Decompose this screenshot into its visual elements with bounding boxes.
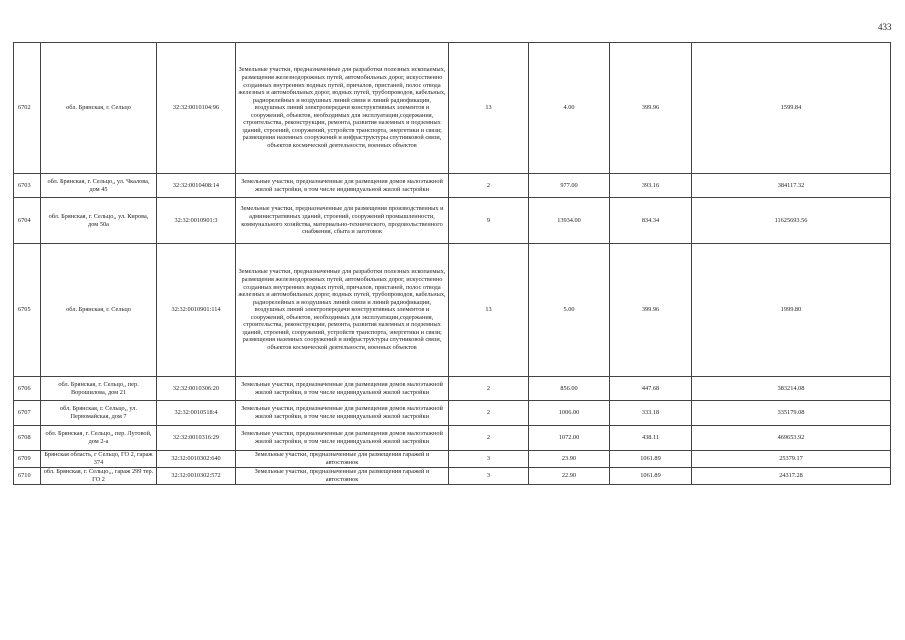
table-row <box>14 426 891 451</box>
row-number: 6708 <box>14 426 41 451</box>
row-land-use: Земельные участки, предназначенные для размещения гаражей и автостоянок <box>236 468 449 485</box>
row-area: 22.90 <box>529 468 610 485</box>
row-rate: 834.34 <box>610 198 692 244</box>
row-land-use: Земельные участки, предназначенные для разработки полезных ископаемых, размещения железнодорожных путей, автомобильных дорог, искусственно созданных внутренних водных путей, причалов, пристаней, полос отвода железных и автомобильных дорог, водных путей, трубопроводов, кабельных, радиорелейных и воздушных линий связи и линий радиофикации, воздушных линий электропередачи конструктивных элементов и сооружений, объектов, необходимых для эксплуатации,содержания, строительства, реконструкции, ремонта, развития наземных и подземных зданий, строений, сооружений, устройств транспорта, энергетики и связи; размещения наземных сооружений и инфраструктуры спутниковой связи, объектов космической деятельности, военных объектов <box>236 43 449 174</box>
row-cadastral-number: 32:32:0010901:3 <box>157 198 236 244</box>
land-registry-table <box>13 42 891 485</box>
row-area: 856.00 <box>529 377 610 401</box>
row-number: 6704 <box>14 198 41 244</box>
row-area: 4.00 <box>529 43 610 174</box>
row-cadastral-value: 1999.80 <box>692 244 891 377</box>
row-rate: 333.18 <box>610 401 692 426</box>
row-cadastral-value: 25379.17 <box>692 451 891 468</box>
table-row <box>14 244 891 377</box>
row-address: обл. Брянская, г. Сельцо,, пер. Лутовой, дом 2-а <box>41 426 157 451</box>
row-address: обл. Брянская, г. Сельцо <box>41 244 157 377</box>
row-land-use: Земельные участки, предназначенные для разработки полезных ископаемых, размещения железнодорожных путей, автомобильных дорог, искусственно созданных внутренних водных путей, причалов, пристаней, полос отвода железных и автомобильных дорог, водных путей, трубопроводов, кабельных, радиорелейных и воздушных линий связи и линий радиофикации, воздушных линий электропередачи конструктивных элементов и сооружений, объектов, необходимых для эксплуатации,содержания, строительства, реконструкции, ремонта, развития наземных и подземных зданий, строений, сооружений, устройств транспорта, энергетики и связи; размещения наземных сооружений и инфраструктуры спутниковой связи, объектов космической деятельности, военных объектов <box>236 244 449 377</box>
row-rate: 1061.89 <box>610 451 692 468</box>
row-address: Брянская область, г Сельцо, ГО 2, гараж 374 <box>41 451 157 468</box>
row-land-use: Земельные участки, предназначенные для размещения домов малоэтажной жилой застройки, в том числе индивидуальной жилой застройки <box>236 426 449 451</box>
row-cadastral-number: 32:32:0010901:114 <box>157 244 236 377</box>
row-group: 2 <box>449 377 529 401</box>
row-cadastral-value: 384117.32 <box>692 174 891 198</box>
row-area: 5.00 <box>529 244 610 377</box>
row-address: обл. Брянская, г. Сельцо,, ул. Первомайская, дом 7 <box>41 401 157 426</box>
row-number: 6709 <box>14 451 41 468</box>
row-group: 2 <box>449 401 529 426</box>
row-cadastral-value: 335179.08 <box>692 401 891 426</box>
row-group: 2 <box>449 174 529 198</box>
row-number: 6707 <box>14 401 41 426</box>
row-cadastral-value: 469653.92 <box>692 426 891 451</box>
row-land-use: Земельные участки, предназначенные для размещения домов малоэтажной жилой застройки, в том числе индивидуальной жилой застройки <box>236 401 449 426</box>
row-group: 2 <box>449 426 529 451</box>
row-area: 13934.00 <box>529 198 610 244</box>
row-cadastral-number: 32:32:0010104:96 <box>157 43 236 174</box>
row-land-use: Земельные участки, предназначенные для размещения домов малоэтажной жилой застройки, в том числе индивидуальной жилой застройки <box>236 174 449 198</box>
row-address: обл. Брянская, г. Сельцо <box>41 43 157 174</box>
table-row <box>14 43 891 174</box>
row-group: 13 <box>449 43 529 174</box>
table-row <box>14 377 891 401</box>
row-number: 6703 <box>14 174 41 198</box>
row-land-use: Земельные участки, предназначенные для размещения гаражей и автостоянок <box>236 451 449 468</box>
row-cadastral-value: 383214.08 <box>692 377 891 401</box>
page-number: 433 <box>878 22 892 32</box>
row-cadastral-number: 32:32:0010302:640 <box>157 451 236 468</box>
row-cadastral-value: 1599.84 <box>692 43 891 174</box>
row-group: 3 <box>449 451 529 468</box>
table-row <box>14 451 891 468</box>
row-land-use: Земельные участки, предназначенные для размещения производственных и административных зданий, строений, сооружений промышленности, коммунального хозяйства, материально-технического, продовольственного снабжения, сбыта и заготовок <box>236 198 449 244</box>
row-rate: 399.96 <box>610 244 692 377</box>
table-row <box>14 468 891 485</box>
row-land-use: Земельные участки, предназначенные для размещения домов малоэтажной жилой застройки, в том числе индивидуальной жилой застройки <box>236 377 449 401</box>
row-cadastral-number: 32:32:0010316:29 <box>157 426 236 451</box>
row-cadastral-value: 24317.28 <box>692 468 891 485</box>
row-rate: 447.68 <box>610 377 692 401</box>
row-number: 6710 <box>14 468 41 485</box>
row-address: обл. Брянская, г. Сельцо,, ул. Кирова, дом 50а <box>41 198 157 244</box>
row-number: 6706 <box>14 377 41 401</box>
row-area: 1006.00 <box>529 401 610 426</box>
row-group: 13 <box>449 244 529 377</box>
row-address: обл. Брянская, г. Сельцо,,, гараж 299 тер. ГО 2 <box>41 468 157 485</box>
table-row <box>14 198 891 244</box>
row-cadastral-number: 32:32:0010306:20 <box>157 377 236 401</box>
row-number: 6705 <box>14 244 41 377</box>
row-rate: 399.96 <box>610 43 692 174</box>
row-group: 3 <box>449 468 529 485</box>
table-row <box>14 401 891 426</box>
row-cadastral-number: 32:32:0010408:14 <box>157 174 236 198</box>
row-cadastral-number: 32:32:0010302:572 <box>157 468 236 485</box>
row-cadastral-number: 32:32:0010518:4 <box>157 401 236 426</box>
row-address: обл. Брянская, г. Сельцо,, ул. Чкалова, дом 45 <box>41 174 157 198</box>
row-area: 977.00 <box>529 174 610 198</box>
row-rate: 393.16 <box>610 174 692 198</box>
row-address: обл. Брянская, г. Сельцо,, пер. Ворошилова, дом 21 <box>41 377 157 401</box>
table-row <box>14 174 891 198</box>
row-number: 6702 <box>14 43 41 174</box>
row-rate: 438.11 <box>610 426 692 451</box>
row-area: 23.90 <box>529 451 610 468</box>
row-rate: 1061.89 <box>610 468 692 485</box>
row-area: 1072.00 <box>529 426 610 451</box>
row-cadastral-value: 11625693.56 <box>692 198 891 244</box>
row-group: 9 <box>449 198 529 244</box>
